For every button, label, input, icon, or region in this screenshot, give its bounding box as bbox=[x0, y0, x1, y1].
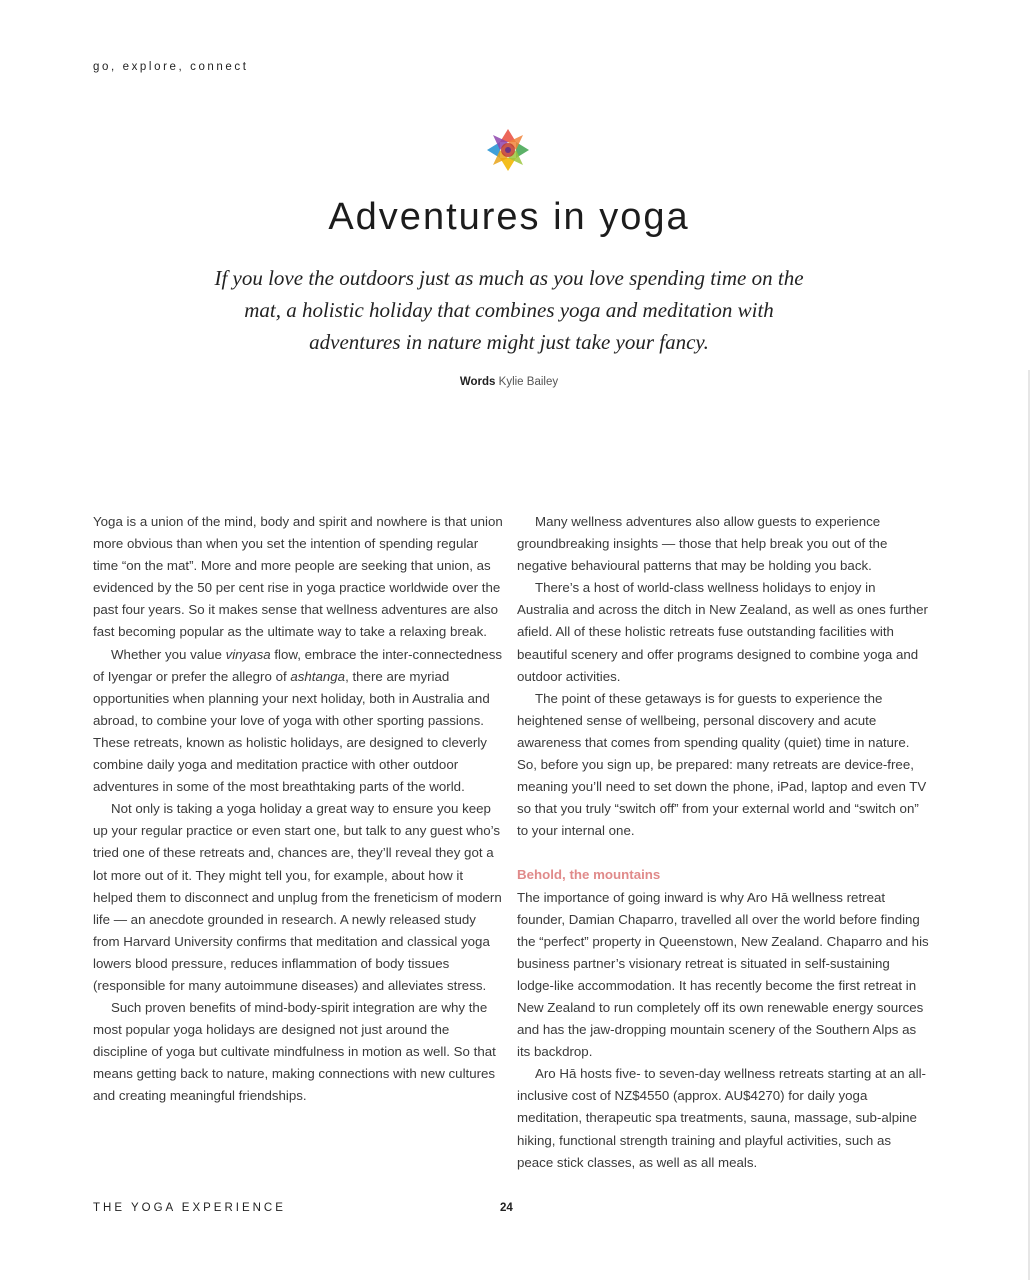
body-paragraph: There’s a host of world-class wellness holidays to enjoy in Australia and across the ditch in New Zealand, as well as ones further afield. All of these holistic retreats fuse outstanding facilities with beautiful scenery and offer programs designed to combine yoga and outdoor activities. bbox=[517, 580, 928, 684]
section-kicker: go, explore, connect bbox=[93, 61, 249, 73]
mandala-logo-icon bbox=[486, 128, 530, 172]
text-run: Whether you value bbox=[111, 646, 226, 662]
body-paragraph: The point of these getaways is for guests to experience the heightened sense of wellbeing, personal discovery and acute awareness that comes from spending quality (quiet) time in nature. So, before you sign up, be prepared: many retreats are device-free, meaning you’ll need to set down the phone, iPad, laptop and even TV so that you truly “switch off” from your external world and “switch on” to your internal one. bbox=[517, 690, 927, 839]
body-paragraph: Such proven benefits of mind-body-spirit integration are why the most popular yoga holidays are designed not just around the discipline of yoga but cultivate mindfulness in motion as well. So that means getting back to nature, making connections with new cultures and creating meaningful friendships. bbox=[93, 1000, 496, 1104]
body-paragraph: Not only is taking a yoga holiday a great way to ensure you keep up your regular practice or even start one, but talk to any guest who’s tried one of these retreats and, chances are, they’ll reveal they got a lot more out of it. They might tell you, for example, about how it helped them to disconnect and unplug from the freneticism of modern life — an anecdote grounded in research. A newly released study from Harvard University confirms that meditation and classical yoga lowers blood pressure, reduces inflammation of body tissues (responsible for many autoimmune diseases) and alleviates stress. bbox=[93, 801, 502, 993]
body-paragraph: Aro Hā hosts five- to seven-day wellness retreats starting at an all-inclusive cost of NZ$4550 (approx. AU$4270) for daily yoga meditation, therapeutic spa treatments, sauna, massage, sub-alpine hiking, functional strength training and playful activities, such as peace stick classes, as well as all meals. bbox=[517, 1066, 926, 1170]
text-run: , there are myriad opportunities when planning your next holiday, both in Australia and abroad, to combine your love of yoga with other sporting passions. These retreats, known as holistic holidays, are designed to cleverly combine daily yoga and meditation practice with other outdoor adventures in some of the most breathtaking parts of the world. bbox=[93, 668, 490, 795]
article-title: Adventures in yoga bbox=[328, 196, 690, 238]
body-paragraph: The importance of going inward is why Aro Hā wellness retreat founder, Damian Chaparro, travelled all over the world before finding the “perfect” property in Queenstown, New Zealand. Chaparro and his business partner’s visionary retreat is situated in self-sustaining lodge-like accommodation. It has recently become the first retreat in New Zealand to run completely off its own renewable energy sources and has the jaw-dropping mountain scenery of the Southern Alps as its backdrop. bbox=[517, 889, 929, 1060]
text-run: flow, embrace the inter-connectedness of Iyengar or prefer the allegro of bbox=[93, 646, 503, 684]
article-standfirst: If you love the outdoors just as much as you love spending time on the mat, a holistic holiday that combines yoga and meditation with adventures in nature might just take your fancy. bbox=[214, 266, 804, 354]
body-paragraph: Yoga is a union of the mind, body and spirit and nowhere is that union more obvious than when you set the intention of spending regular time “on the mat”. More and more people are seeking that union, as evidenced by the 50 per cent rise in yoga practice worldwide over the past four years. So it makes sense that wellness adventures are also fast becoming popular as the ultimate way to take a relaxing break. bbox=[93, 514, 503, 640]
section-subhead: Behold, the mountains bbox=[517, 867, 661, 883]
byline-author: Kylie Bailey bbox=[498, 376, 559, 388]
body-paragraph: Many wellness adventures also allow guests to experience groundbreaking insights — those that help break you out of the negative behavioural patterns that may be holding you back. bbox=[517, 514, 888, 574]
emphasis-vinyasa: vinyasa bbox=[225, 646, 271, 662]
page-number: 24 bbox=[500, 1202, 513, 1214]
right-column bbox=[517, 511, 929, 1174]
byline bbox=[0, 376, 1018, 388]
body-paragraph bbox=[93, 644, 503, 799]
emphasis-ashtanga: ashtanga bbox=[290, 668, 346, 684]
publication-name: THE YOGA EXPERIENCE bbox=[93, 1202, 286, 1214]
left-column bbox=[93, 511, 503, 1108]
byline-label: Words bbox=[459, 376, 496, 388]
